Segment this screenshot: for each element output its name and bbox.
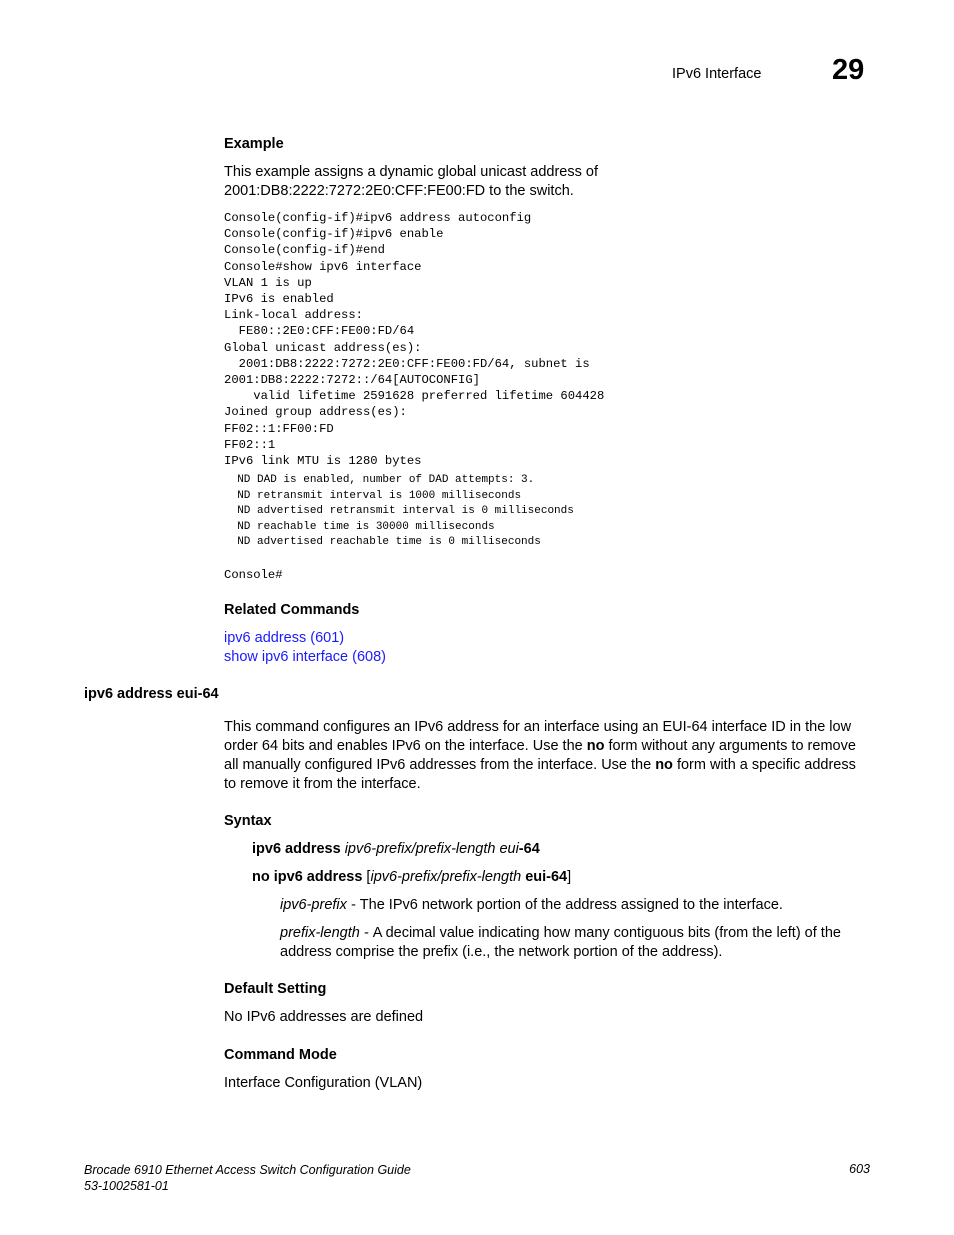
chapter-number: 29	[832, 54, 865, 86]
nd-block	[224, 473, 574, 551]
command-title: ipv6 address eui-64	[84, 686, 219, 702]
link-ipv6-address[interactable]: ipv6 address (601)	[224, 630, 345, 646]
code-line: FE80::2E0:CFF:FE00:FD/64	[224, 324, 415, 339]
desc-text: form without any arguments to remove all manually configured IPv6 addresses from the interface. Use the	[224, 738, 856, 773]
desc-text: This command configures an IPv6 address for an interface using an EUI-64 interface ID in the low order 64 bits and enables IPv6 on the interface. Use the	[224, 719, 852, 754]
param-name: prefix-length	[280, 925, 360, 941]
code-block	[224, 210, 604, 469]
example-intro	[224, 163, 864, 201]
footer-guide	[84, 1162, 411, 1194]
param-prefix-length	[280, 924, 870, 962]
code-line: Joined group address(es):	[224, 405, 407, 420]
command-description	[224, 718, 870, 794]
syntax-line-2	[252, 868, 571, 887]
syntax-arg: ipv6-prefix/prefix-length eui	[344, 841, 519, 857]
footer-doc-number: 53-1002581-01	[84, 1179, 169, 1193]
command-mode-heading: Command Mode	[224, 1047, 337, 1063]
syntax-keyword: -64	[518, 841, 540, 857]
param-name: ipv6-prefix	[280, 897, 347, 913]
code-line: Console(config-if)#end	[224, 243, 385, 258]
code-line: valid lifetime 2591628 preferred lifetime 604428	[224, 389, 605, 404]
example-heading: Example	[224, 136, 284, 152]
code-line: Console(config-if)#ipv6 enable	[224, 227, 444, 242]
console-prompt: Console#	[224, 568, 283, 582]
code-line: ND reachable time is 30000 milliseconds	[224, 520, 495, 533]
code-line: IPv6 is enabled	[224, 292, 334, 307]
syntax-arg: ipv6-prefix/prefix-length	[370, 869, 522, 885]
code-line: Global unicast address(es):	[224, 340, 422, 355]
command-mode-value: Interface Configuration (VLAN)	[224, 1075, 423, 1091]
example-intro-line2: 2001:DB8:2222:7272:2E0:CFF:FE00:FD to the switch.	[224, 183, 574, 199]
link-show-ipv6-interface[interactable]: show ipv6 interface (608)	[224, 649, 386, 665]
section-title: IPv6 Interface	[672, 66, 762, 82]
syntax-keyword: eui-64	[521, 869, 568, 885]
param-sep: -	[359, 925, 373, 941]
desc-text: form with a specific address to remove it from the interface.	[224, 757, 856, 792]
footer-guide-title: Brocade 6910 Ethernet Access Switch Configuration Guide	[84, 1163, 411, 1177]
syntax-keyword: ipv6 address	[252, 841, 341, 857]
related-commands-heading: Related Commands	[224, 602, 360, 618]
default-setting-value: No IPv6 addresses are defined	[224, 1009, 424, 1025]
code-line: VLAN 1 is up	[224, 275, 312, 290]
code-line: ND retransmit interval is 1000 milliseconds	[224, 489, 522, 502]
syntax-bracket: [	[362, 869, 371, 885]
param-desc: A decimal value indicating how many contiguous bits (from the left) of the address comprise the prefix (i.e., the network portion of the address).	[280, 925, 841, 960]
code-line: ND advertised reachable time is 0 milliseconds	[224, 536, 541, 549]
desc-keyword: no	[655, 757, 673, 773]
code-line: 2001:DB8:2222:7272::/64[AUTOCONFIG]	[224, 373, 480, 388]
example-intro-line1: This example assigns a dynamic global unicast address of	[224, 164, 598, 180]
syntax-line-1	[252, 840, 540, 859]
param-sep: -	[346, 897, 360, 913]
code-line: Link-local address:	[224, 308, 363, 323]
syntax-bracket: ]	[567, 869, 572, 885]
syntax-heading: Syntax	[224, 813, 272, 829]
code-line: IPv6 link MTU is 1280 bytes	[224, 454, 422, 469]
code-line: Console#show ipv6 interface	[224, 259, 422, 274]
syntax-keyword: no ipv6 address	[252, 869, 363, 885]
related-links	[224, 629, 386, 667]
param-desc: The IPv6 network portion of the address assigned to the interface.	[359, 897, 783, 913]
code-line: 2001:DB8:2222:7272:2E0:CFF:FE00:FD/64, subnet is	[224, 356, 590, 371]
default-setting-heading: Default Setting	[224, 981, 327, 997]
code-line: Console(config-if)#ipv6 address autoconfig	[224, 211, 532, 225]
param-ipv6-prefix	[280, 896, 870, 915]
code-line: ND DAD is enabled, number of DAD attempts: 3.	[224, 474, 535, 486]
page-number: 603	[849, 1162, 870, 1176]
code-line: FF02::1:FF00:FD	[224, 421, 334, 436]
desc-keyword: no	[586, 738, 605, 754]
code-line: FF02::1	[224, 437, 276, 452]
code-line: ND advertised retransmit interval is 0 milliseconds	[224, 505, 574, 518]
